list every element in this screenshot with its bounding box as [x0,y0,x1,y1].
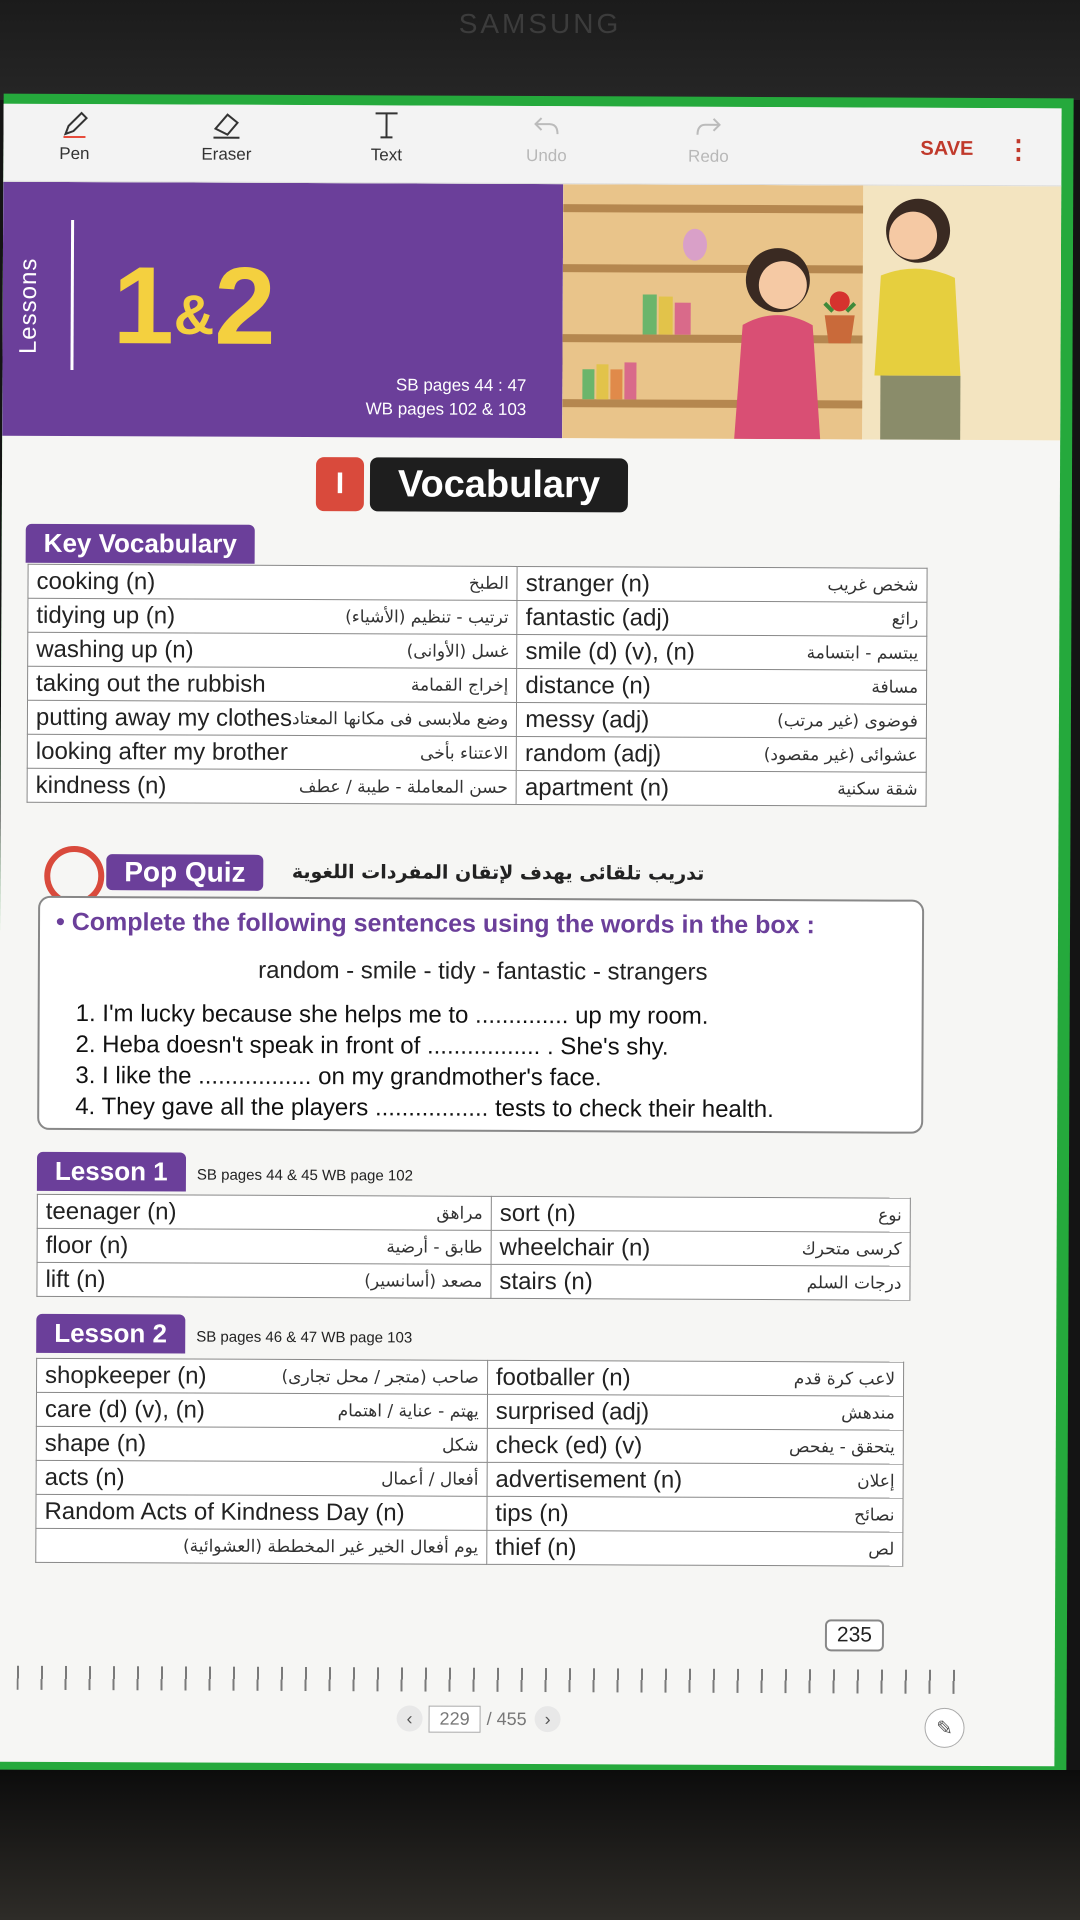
total-pages: / 455 [486,1708,527,1729]
vocab-row [27,734,926,772]
eraser-tool[interactable] [171,108,281,164]
section-roman-numeral: I [316,457,364,511]
arabic-meaning: غسل (الأوانى) [406,640,509,662]
pen-label: Pen [59,143,90,164]
vocab-row [36,1494,903,1532]
arabic-meaning: نصائح [854,1504,895,1526]
vocab-cell [487,1428,903,1464]
english-term: lift (n) [45,1265,106,1293]
vocab-cell [27,768,516,804]
vocabulary-heading [316,457,628,514]
page-navigator [397,1703,561,1734]
device-bezel-top [0,0,1080,100]
lesson-1-pages: SB pages 44 & 45 WB page 102 [196,1166,413,1185]
arabic-meaning: مصعد (أسانسير) [364,1270,483,1292]
lesson-num-1: 1 [112,244,175,368]
vocab-cell [487,1496,903,1532]
english-term: taking out the rubbish [36,669,266,698]
vocab-cell [36,1494,487,1530]
lesson-1-tag: Lesson 1 [37,1152,186,1192]
banner-sb-pages: SB pages 44 : 47 [395,375,527,395]
annotation-toolbar [3,104,1061,187]
device-bezel-bottom [0,1770,1080,1920]
next-page-icon[interactable]: › [535,1706,561,1732]
key-vocabulary-table [27,564,928,807]
english-term: distance (n) [525,671,651,700]
vocab-cell [36,1392,487,1428]
arabic-meaning: شخص غريب [827,574,919,596]
vocab-row [36,1460,903,1498]
eraser-label: Eraser [201,144,252,164]
vocab-cell [491,1264,910,1300]
vocab-row [36,1392,903,1430]
quiz-item: 3. I like the ................. on my grandmother's face. [75,1062,602,1092]
english-term: shopkeeper (n) [45,1361,207,1390]
english-term: random (adj) [525,739,662,768]
english-term: tips (n) [495,1499,569,1527]
arabic-meaning: لص [868,1538,895,1560]
pen-tool[interactable] [19,108,129,164]
vocab-row [28,598,927,636]
page-scrubber[interactable] [17,1666,957,1694]
english-term: apartment (n) [524,773,670,802]
text-tool[interactable] [331,109,441,165]
vocab-cell [491,1196,910,1232]
vocab-cell [36,1460,487,1496]
lesson-2-tag: Lesson 2 [36,1314,185,1354]
vocab-cell [517,702,927,738]
reader-screen [0,104,1062,1767]
lesson-num-2: 2 [214,244,276,368]
arabic-meaning: حسن المعاملة - طيبة / عطف [298,776,508,798]
vocab-cell [37,1194,491,1230]
lesson-2-pages: SB pages 46 & 47 WB page 103 [196,1328,413,1347]
vocab-cell [491,1230,910,1266]
english-term: Random Acts of Kindness Day (n) [44,1497,405,1526]
vocab-row [27,768,926,806]
undo-icon [531,110,561,142]
english-term: sort (n) [499,1199,576,1227]
vocab-cell [36,1426,487,1462]
vocab-cell [517,668,927,704]
lesson-amp: & [173,282,215,347]
arabic-meaning: يهتم - عناية / اهتمام [337,1400,479,1422]
arabic-meaning: طابق - أرضية [386,1236,483,1258]
vocab-cell [517,600,927,636]
arabic-meaning: يوم أفعال الخير غير المخططة (العشوائية) [182,1535,479,1558]
vocab-row [37,1194,910,1232]
english-term: fantastic (adj) [525,603,670,632]
lesson-2-table [35,1358,904,1567]
pop-quiz-box [37,896,924,1134]
save-button[interactable]: SAVE [920,137,974,160]
vocab-row [28,564,927,602]
vocab-cell [517,634,927,670]
vocab-cell [516,770,926,806]
banner-wb-pages: WB pages 102 & 103 [365,399,527,419]
english-term: kindness (n) [35,771,167,799]
arabic-meaning: يبتسم - ابتسامة [806,642,919,664]
english-term: footballer (n) [495,1363,631,1391]
vocab-cell [27,700,516,736]
quiz-item: 4. They gave all the players ................. tests to check their health. [75,1093,774,1124]
pen-icon [59,108,89,140]
vocab-cell [487,1394,903,1430]
more-options-icon[interactable]: ⋮ [1005,134,1032,165]
arabic-meaning: نوع [878,1205,902,1226]
english-term: stranger (n) [525,569,650,598]
arabic-meaning: درجات السلم [806,1272,902,1294]
vocab-cell [516,736,926,772]
english-term: shape (n) [44,1429,147,1457]
english-term: tidying up (n) [36,601,176,629]
english-term: teenager (n) [45,1197,177,1225]
printed-page-number: 235 [825,1619,884,1651]
arabic-meaning: إعلان [857,1470,895,1492]
quiz-item: 1. I'm lucky because she helps me to .............. up my room. [75,1000,709,1030]
vocab-cell [27,734,516,770]
text-label: Text [370,145,403,165]
quiz-instruction: • Complete the following sentences using the words in the box : [55,907,815,940]
quiz-item: 2. Heba doesn't speak in front of ................. . She's shy. [75,1031,669,1061]
english-term: acts (n) [44,1463,125,1491]
arabic-meaning: الاعتناء بأخى [420,743,509,764]
vocabulary-title: Vocabulary [370,457,628,512]
vocab-row [37,1262,910,1300]
vocab-row [37,1228,910,1266]
arabic-meaning: صاحب (متجر / محل تجارى) [281,1366,479,1388]
redo-label: Redo [688,146,729,166]
english-term: thief (n) [495,1533,577,1561]
english-term: looking after my brother [35,737,288,766]
key-vocabulary-rows [27,564,927,806]
vocab-cell [37,1262,491,1298]
current-page-field[interactable]: 229 [429,1705,481,1732]
arabic-meaning: ترتيب - تنظيم (الأشياء) [345,606,509,628]
vocab-cell [28,564,517,600]
lesson-1-table [36,1194,910,1301]
lesson-number [112,242,275,370]
device-brand: SAMSUNG [458,8,622,39]
pop-quiz-arabic-title: تدريب تلقائى يهدف لإتقان المفردات اللغوية [291,860,705,885]
vocab-cell [36,1528,487,1564]
vocab-row [28,666,927,704]
english-term: care (d) (v), (n) [44,1395,206,1424]
banner-page-refs [366,373,527,422]
eraser-icon [209,109,243,141]
undo-tool[interactable] [491,110,601,166]
vocab-row [27,700,926,738]
vocab-cell [487,1530,903,1566]
lesson-illustration [562,184,1061,440]
girls-bookshelf-illustration [562,184,1061,440]
arabic-meaning: شقة سكنية [837,778,918,800]
english-term: messy (adj) [525,705,650,734]
arabic-meaning: فوضوى (غير مرتب) [777,710,918,732]
arabic-meaning: لاعب كرة قدم [793,1368,896,1390]
arabic-meaning: مسافة [871,676,919,698]
vocab-cell [487,1360,903,1396]
undo-label: Undo [526,145,567,166]
lessons-label: Lessons [14,257,43,355]
english-term: cooking (n) [36,567,156,595]
english-term: floor (n) [45,1231,129,1259]
english-term: washing up (n) [36,635,194,664]
redo-icon [693,111,723,143]
vocab-cell [28,666,517,702]
lesson-1-rows [37,1194,910,1300]
english-term: putting away my clothes [35,703,293,732]
arabic-meaning: يتحقق - يفحص [789,1436,895,1458]
arabic-meaning: الطبخ [468,573,509,594]
vocab-cell [28,632,517,668]
english-term: stairs (n) [499,1267,593,1295]
prev-page-icon[interactable]: ‹ [397,1705,423,1731]
english-term: wheelchair (n) [499,1233,651,1262]
key-vocabulary-tag: Key Vocabulary [26,524,255,564]
arabic-meaning: مندهش [841,1402,895,1424]
vocab-cell [28,598,517,634]
vocab-cell [36,1358,487,1394]
english-term: check (ed) (v) [495,1431,643,1459]
quiz-word-box: random - smile - tidy - fantastic - strangers [258,956,708,986]
redo-tool[interactable] [653,111,763,167]
arabic-meaning: شكل [442,1435,479,1456]
lesson-2-rows [36,1358,904,1566]
pop-quiz-title: Pop Quiz [106,854,263,891]
banner-divider [70,220,74,370]
arabic-meaning: كرسى متحرك [801,1238,902,1260]
arabic-meaning: عشوائى (غير مقصود) [763,744,918,766]
english-term: surprised (adj) [495,1397,650,1426]
arabic-meaning: أفعال / أعمال [381,1468,479,1490]
vocab-cell [487,1462,903,1498]
vocab-row [36,1528,903,1566]
vocab-cell [37,1228,491,1264]
text-icon [371,109,401,141]
arabic-meaning: مراهق [436,1203,483,1224]
vocab-cell [517,566,927,602]
arabic-meaning: رائع [891,609,919,630]
arabic-meaning: وضع ملابسى فى مكانها المعتاد [292,708,509,730]
quiz-items [75,1000,774,1127]
vocab-row [28,632,927,670]
english-term: smile (d) (v), (n) [525,637,695,666]
edit-note-icon[interactable]: ✎ [924,1708,964,1748]
english-term: advertisement (n) [495,1465,683,1494]
vocab-row [36,1426,903,1464]
lesson-banner [2,182,563,438]
vocab-row [36,1358,903,1396]
arabic-meaning: إخراج القمامة [410,674,509,696]
